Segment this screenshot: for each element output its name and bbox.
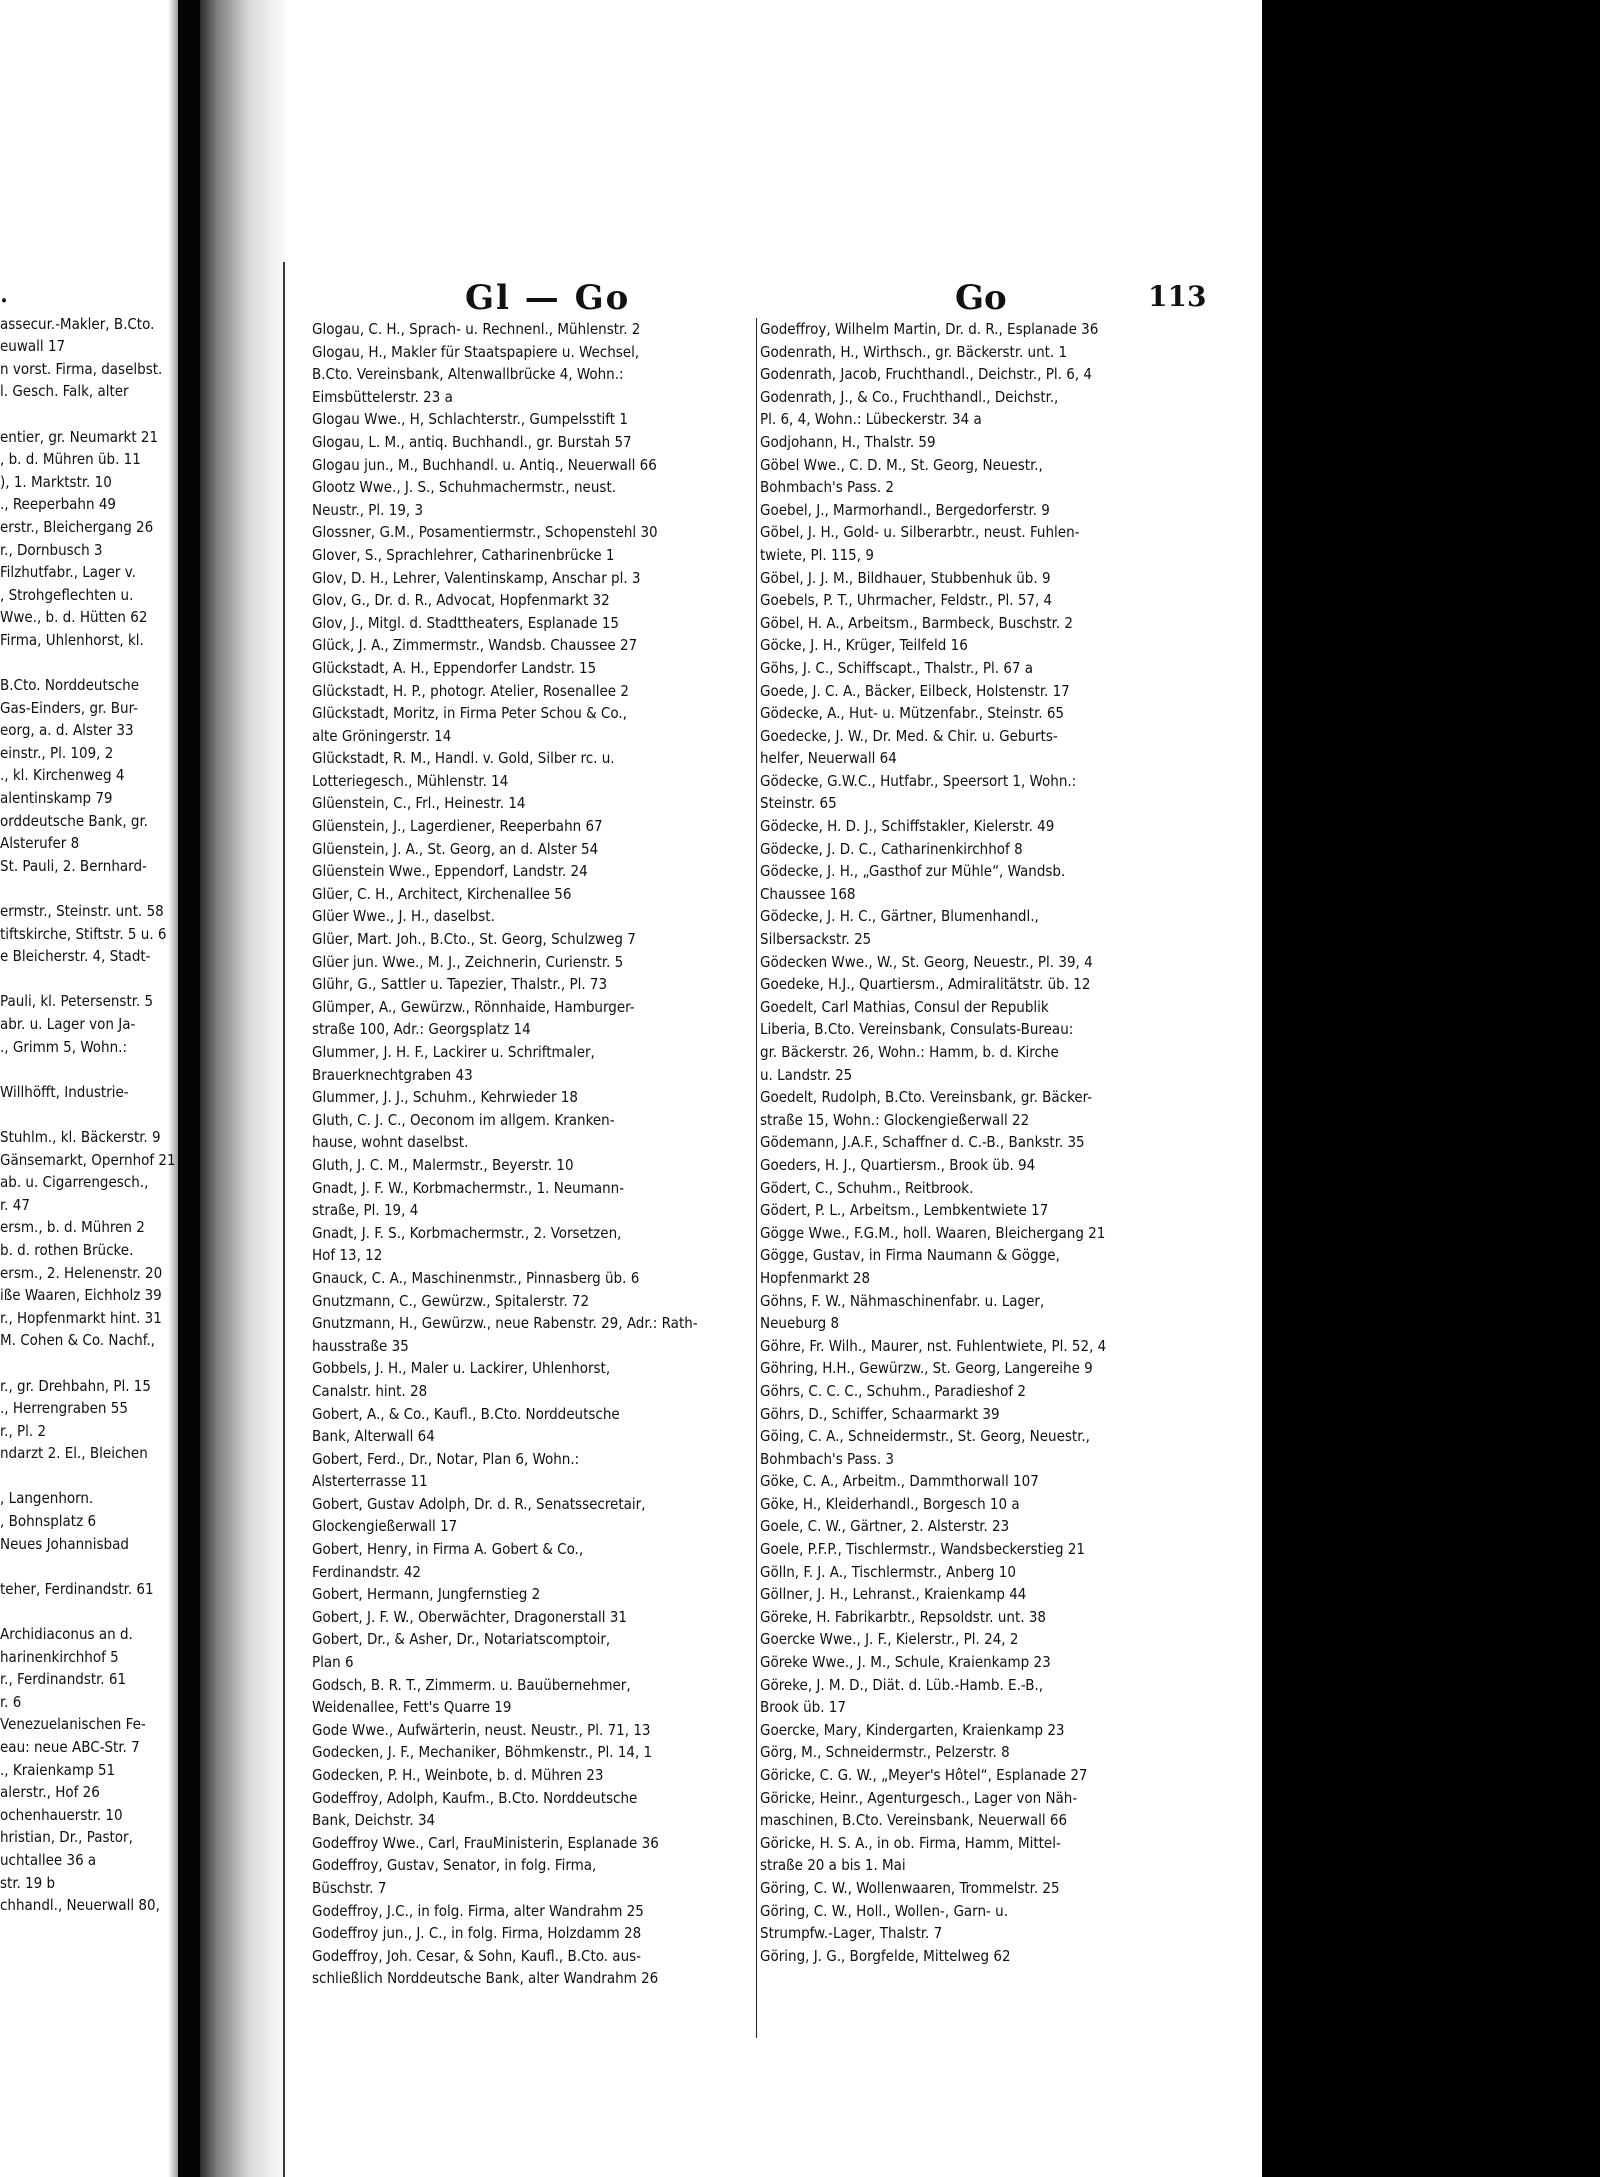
fragment-line: tiftskirche, Stiftstr. 5 u. 6: [0, 924, 167, 943]
fragment-line: [0, 1600, 200, 1623]
directory-entry-line: Göricke, H. S. A., in ob. Firma, Hamm, Mittel-: [760, 1833, 1061, 1852]
directory-entry-line: Strumpfw.-Lager, Thalstr. 7: [760, 1924, 943, 1943]
fragment-line: [0, 1465, 200, 1488]
directory-entry-line: Gödecke, A., Hut- u. Mützenfabr., Steinstr. 65: [760, 704, 1064, 723]
directory-entry-line: Glogau, L. M., antiq. Buchhandl., gr. Burstah 57: [312, 432, 632, 451]
directory-entry-line: Glogau, C. H., Sprach- u. Rechnenl., Mühlenstr. 2: [312, 320, 641, 338]
directory-entry-line: straße 100, Adr.: Georgsplatz 14: [312, 1020, 531, 1039]
directory-entry-line: Glov, D. H., Lehrer, Valentinskamp, Anschar pl. 3: [312, 568, 641, 587]
directory-entry-line: Silbersackstr. 25: [760, 930, 872, 949]
directory-entry-line: Glossner, G.M., Posamentiermstr., Schopenstehl 30: [312, 523, 658, 542]
fragment-line: harinenkirchhof 5: [0, 1647, 119, 1666]
directory-entry-line: Gobert, Henry, in Firma A. Gobert & Co.,: [312, 1540, 584, 1559]
fragment-line: [0, 1555, 200, 1578]
fragment-line: ., Grimm 5, Wohn.:: [0, 1037, 128, 1056]
directory-entry-line: Godenrath, H., Wirthsch., gr. Bäckerstr. unt. 1: [760, 342, 1068, 361]
directory-entry-line: Göricke, C. G. W., „Meyer's Hôtel“, Esplanade 27: [760, 1766, 1088, 1784]
directory-entry-line: Büschstr. 7: [312, 1878, 387, 1897]
directory-entry-line: twiete, Pl. 115, 9: [760, 545, 874, 564]
directory-entry-line: Glüer, Mart. Joh., B.Cto., St. Georg, Schulzweg 7: [312, 930, 636, 949]
fragment-line: eorg, a. d. Alster 33: [0, 721, 134, 740]
directory-entry-line: straße, Pl. 19, 4: [312, 1201, 419, 1220]
fragment-line: r., Hopfenmarkt hint. 31: [0, 1308, 162, 1327]
directory-entry-line: Godecken, J. F., Mechaniker, Böhmkenstr., Pl. 14, 1: [312, 1743, 653, 1762]
directory-entry-line: Gobert, Hermann, Jungfernstieg 2: [312, 1585, 541, 1604]
directory-entry-line: Godsch, B. R. T., Zimmerm. u. Bauübernehmer,: [312, 1675, 631, 1694]
directory-entry-line: Plan 6: [312, 1653, 354, 1672]
directory-entry-line: Glückstadt, Moritz, in Firma Peter Schou & Co.,: [312, 704, 627, 723]
fragment-line: ., Kraienkamp 51: [0, 1760, 116, 1779]
directory-entry-line: Goele, C. W., Gärtner, 2. Alsterstr. 23: [760, 1517, 1010, 1536]
directory-entry-line: Glückstadt, H. P., photogr. Atelier, Rosenallee 2: [312, 681, 629, 700]
fragment-line: Venezuelanischen Fe-: [0, 1715, 146, 1734]
fragment-line: Gänsemarkt, Opernhof 21: [0, 1150, 176, 1169]
directory-entry-line: Gödecken Wwe., W., St. Georg, Neuestr., Pl. 39, 4: [760, 952, 1093, 971]
directory-entry-line: Hopfenmarkt 28: [760, 1268, 871, 1287]
directory-entry-line: Goeders, H. J., Quartiersm., Brook üb. 94: [760, 1155, 1036, 1174]
directory-entry-line: Glüenstein, C., Frl., Heinestr. 14: [312, 794, 526, 813]
fragment-line: b. d. rothen Brücke.: [0, 1240, 134, 1259]
directory-entry-line: Göreke Wwe., J. M., Schule, Kraienkamp 23: [760, 1653, 1051, 1672]
directory-entry-line: Gobbels, J. H., Maler u. Lackirer, Uhlenhorst,: [312, 1359, 611, 1378]
directory-entry-line: Goebel, J., Marmorhandl., Bergedorferstr. 9: [760, 500, 1050, 519]
directory-entry-line: Bohmbach's Pass. 3: [760, 1449, 894, 1468]
fragment-line: r., gr. Drehbahn, Pl. 15: [0, 1376, 151, 1395]
directory-entry-line: Goedecke, J. W., Dr. Med. & Chir. u. Geburts-: [760, 726, 1058, 745]
directory-entry-line: Bank, Deichstr. 34: [312, 1811, 436, 1830]
directory-entry-line: Glover, S., Sprachlehrer, Catharinenbrücke 1: [312, 545, 615, 564]
directory-entry-line: Pl. 6, 4, Wohn.: Lübeckerstr. 34 a: [760, 410, 982, 429]
directory-entry-line: Gödecke, H. D. J., Schiffstakler, Kielerstr. 49: [760, 817, 1055, 836]
fragment-line: ersm., 2. Helenenstr. 20: [0, 1263, 163, 1282]
directory-entry-line: Glüenstein Wwe., Eppendorf, Landstr. 24: [312, 862, 588, 881]
fragment-line: iße Waaren, Eichholz 39: [0, 1286, 162, 1305]
fragment-line: ab. u. Cigarrengesch.,: [0, 1173, 149, 1192]
fragment-line: Neues Johannisbad: [0, 1534, 129, 1553]
directory-entry-line: Gobert, A., & Co., Kaufl., B.Cto. Norddeutsche: [312, 1404, 620, 1423]
fragment-line: r., Ferdinandstr. 61: [0, 1670, 127, 1689]
fragment-line: euwall 17: [0, 337, 66, 356]
fragment-line: entier, gr. Neumarkt 21: [0, 427, 159, 446]
directory-entry-line: Gobert, J. F. W., Oberwächter, Dragonerstall 31: [312, 1607, 627, 1626]
directory-entry-line: Alsterterrasse 11: [312, 1472, 428, 1491]
directory-entry-line: Liberia, B.Cto. Vereinsbank, Consulats-Bureau:: [760, 1020, 1074, 1039]
directory-entry-line: Göring, C. W., Holl., Wollen-, Garn- u.: [760, 1901, 1009, 1920]
directory-entry-line: Gobert, Ferd., Dr., Notar, Plan 6, Wohn.:: [312, 1449, 580, 1468]
fragment-line: str. 19 b: [0, 1873, 56, 1892]
directory-entry-line: B.Cto. Vereinsbank, Altenwallbrücke 4, Wohn.:: [312, 365, 624, 384]
running-head-left: Gl — Go: [465, 278, 631, 318]
directory-entry-line: Görg, M., Schneidermstr., Pelzerstr. 8: [760, 1743, 1010, 1762]
fragment-line: alentinskamp 79: [0, 789, 113, 808]
directory-entry-line: Hof 13, 12: [312, 1246, 383, 1265]
directory-entry-line: Göhre, Fr. Wilh., Maurer, nst. Fuhlentwiete, Pl. 52, 4: [760, 1336, 1107, 1355]
directory-entry-line: hausstraße 35: [312, 1336, 409, 1355]
directory-entry-line: Gödecke, J. H., „Gasthof zur Mühle“, Wandsb.: [760, 862, 1066, 881]
left-page-fragment: [0, 290, 200, 1917]
column-divider: [756, 318, 757, 2038]
directory-entry-line: Gnutzmann, C., Gewürzw., Spitalerstr. 72: [312, 1291, 590, 1310]
fragment-line: abr. u. Lager von Ja-: [0, 1015, 136, 1033]
directory-entry-line: Gnutzmann, H., Gewürzw., neue Rabenstr. 29, Adr.: Rath-: [312, 1314, 698, 1333]
directory-entry-line: straße 20 a bis 1. Mai: [760, 1856, 906, 1875]
fragment-line: Alsterufer 8: [0, 834, 80, 853]
fragment-line: Willhöfft, Industrie-: [0, 1082, 129, 1101]
fragment-line: teher, Ferdinandstr. 61: [0, 1579, 154, 1598]
directory-entry-line: Glov, G., Dr. d. R., Advocat, Hopfenmarkt 32: [312, 591, 610, 610]
fragment-line: ochenhauerstr. 10: [0, 1805, 123, 1824]
directory-entry-line: Gödecke, G.W.C., Hutfabr., Speersort 1, Wohn.:: [760, 771, 1077, 790]
fragment-line: ermstr., Steinstr. unt. 58: [0, 902, 164, 921]
directory-entry-line: Göring, C. W., Wollenwaaren, Trommelstr. 25: [760, 1878, 1060, 1897]
directory-entry-line: Godjohann, H., Thalstr. 59: [760, 432, 936, 451]
directory-entry-line: Gode Wwe., Aufwärterin, neust. Neustr., Pl. 71, 13: [312, 1720, 651, 1739]
directory-column-2: [760, 318, 1200, 1967]
directory-entry-line: straße 15, Wohn.: Glockengießerwall 22: [760, 1110, 1030, 1129]
directory-entry-line: schließlich Norddeutsche Bank, alter Wandrahm 26: [312, 1969, 659, 1988]
directory-entry-line: Göke, H., Kleiderhandl., Borgesch 10 a: [760, 1494, 1020, 1513]
directory-entry-line: Gödert, P. L., Arbeitsm., Lembkentwiete 17: [760, 1201, 1049, 1220]
directory-entry-line: Gögge Wwe., F.G.M., holl. Waaren, Bleichergang 21: [760, 1223, 1106, 1242]
directory-entry-line: Godeffroy, Gustav, Senator, in folg. Firma,: [312, 1856, 597, 1875]
directory-entry-line: Glootz Wwe., J. S., Schuhmachermstr., neust.: [312, 478, 617, 497]
fragment-line: , Strohgeflechten u.: [0, 585, 134, 604]
directory-entry-line: Göhring, H.H., Gewürzw., St. Georg, Langereihe 9: [760, 1359, 1093, 1378]
fragment-line: r. 47: [0, 1195, 30, 1214]
directory-entry-line: Glogau jun., M., Buchhandl. u. Antiq., Neuerwall 66: [312, 455, 657, 474]
fragment-line: [0, 1352, 200, 1375]
fragment-line: ., kl. Kirchenweg 4: [0, 766, 125, 785]
fragment-line: M. Cohen & Co. Nachf.,: [0, 1331, 155, 1350]
fragment-line: hristian, Dr., Pastor,: [0, 1828, 133, 1847]
directory-entry-line: Steinstr. 65: [760, 794, 837, 813]
directory-entry-line: Godeffroy, Joh. Cesar, & Sohn, Kaufl., B.Cto. aus-: [312, 1946, 642, 1965]
directory-entry-line: Goedelt, Rudolph, B.Cto. Vereinsbank, gr. Bäcker-: [760, 1088, 1093, 1107]
directory-entry-line: Gnauck, C. A., Maschinenmstr., Pinnasberg üb. 6: [312, 1268, 640, 1287]
fragment-line: [0, 877, 200, 900]
fragment-line: [0, 1103, 200, 1126]
directory-entry-line: Weidenallee, Fett's Quarre 19: [312, 1698, 512, 1717]
directory-entry-line: Brauerknechtgraben 43: [312, 1065, 473, 1084]
fragment-line: Filzhutfabr., Lager v.: [0, 563, 136, 582]
directory-entry-line: Glüer jun. Wwe., M. J., Zeichnerin, Curienstr. 5: [312, 952, 624, 971]
directory-entry-line: Lotteriegesch., Mühlenstr. 14: [312, 771, 509, 790]
directory-entry-line: Glogau, H., Makler für Staatspapiere u. Wechsel,: [312, 342, 640, 361]
directory-entry-line: Göcke, J. H., Krüger, Teilfeld 16: [760, 636, 968, 655]
directory-entry-line: Gögge, Gustav, in Firma Naumann & Gögge,: [760, 1246, 1060, 1265]
fragment-line: Gas-Einders, gr. Bur-: [0, 698, 139, 717]
directory-entry-line: helfer, Neuerwall 64: [760, 749, 897, 768]
fragment-line: [0, 968, 200, 991]
directory-entry-line: Göbel, H. A., Arbeitsm., Barmbeck, Buschstr. 2: [760, 613, 1073, 632]
directory-entry-line: Göhs, J. C., Schiffscapt., Thalstr., Pl. 67 a: [760, 658, 1034, 677]
fragment-line: Wwe., b. d. Hütten 62: [0, 608, 148, 627]
directory-entry-line: Göhns, F. W., Nähmaschinenfabr. u. Lager,: [760, 1291, 1045, 1310]
fragment-line: Firma, Uhlenhorst, kl.: [0, 630, 144, 649]
directory-entry-line: Neustr., Pl. 19, 3: [312, 500, 424, 519]
directory-entry-line: Neueburg 8: [760, 1314, 840, 1333]
fragment-line: •: [0, 292, 8, 310]
directory-entry-line: Canalstr. hint. 28: [312, 1381, 428, 1400]
directory-entry-line: Godeffroy, Adolph, Kaufm., B.Cto. Norddeutsche: [312, 1788, 638, 1807]
directory-entry-line: Gödecke, J. D. C., Catharinenkirchhof 8: [760, 839, 1023, 858]
directory-entry-line: Gödert, C., Schuhm., Reitbrook.: [760, 1178, 974, 1197]
fragment-line: r. 6: [0, 1692, 22, 1711]
directory-entry-line: Godeffroy jun., J. C., in folg. Firma, Holzdamm 28: [312, 1924, 642, 1943]
fragment-line: assecur.-Makler, B.Cto.: [0, 314, 155, 333]
directory-entry-line: Göllner, J. H., Lehranst., Kraienkamp 44: [760, 1585, 1027, 1604]
gutter-shadow: [200, 0, 290, 2177]
fragment-line: Stuhlm., kl. Bäckerstr. 9: [0, 1127, 161, 1146]
directory-entry-line: Gödemann, J.A.F., Schaffner d. C.-B., Bankstr. 35: [760, 1133, 1085, 1152]
fragment-line: B.Cto. Norddeutsche: [0, 676, 140, 695]
fragment-line: e Bleicherstr. 4, Stadt-: [0, 947, 151, 966]
fragment-line: ndarzt 2. El., Bleichen: [0, 1444, 148, 1463]
directory-entry-line: alte Gröningerstr. 14: [312, 726, 452, 745]
fragment-line: Pauli, kl. Petersenstr. 5: [0, 992, 154, 1011]
directory-entry-line: Glühr, G., Sattler u. Tapezier, Thalstr., Pl. 73: [312, 975, 608, 994]
fragment-line: uchtallee 36 a: [0, 1850, 97, 1869]
directory-entry-line: Goede, J. C. A., Bäcker, Eilbeck, Holstenstr. 17: [760, 681, 1070, 700]
fragment-line: , b. d. Mühren üb. 11: [0, 450, 141, 469]
fragment-line: St. Pauli, 2. Bernhard-: [0, 856, 147, 875]
directory-entry-line: Goele, P.F.P., Tischlermstr., Wandsbeckerstieg 21: [760, 1540, 1086, 1559]
fragment-line: r., Pl. 2: [0, 1421, 47, 1440]
directory-entry-line: Godeffroy Wwe., Carl, FrauMinisterin, Esplanade 36: [312, 1833, 659, 1852]
directory-entry-line: maschinen, B.Cto. Vereinsbank, Neuerwall 66: [760, 1811, 1068, 1830]
directory-entry-line: Göricke, Heinr., Agenturgesch., Lager von Näh-: [760, 1788, 1078, 1807]
directory-entry-line: Glogau Wwe., H, Schlachterstr., Gumpelsstift 1: [312, 410, 628, 429]
directory-entry-line: Ferdinandstr. 42: [312, 1562, 422, 1581]
directory-entry-line: Gluth, J. C. M., Malermstr., Beyerstr. 10: [312, 1155, 574, 1174]
fragment-line: n vorst. Firma, daselbst.: [0, 359, 163, 378]
directory-entry-line: Eimsbüttelerstr. 23 a: [312, 387, 453, 406]
directory-entry-line: Chaussee 168: [760, 884, 856, 903]
fragment-line: [0, 1058, 200, 1081]
directory-entry-line: Gluth, C. J. C., Oeconom im allgem. Kranken-: [312, 1110, 615, 1129]
directory-entry-line: Godecken, P. H., Weinbote, b. d. Mühren 23: [312, 1766, 604, 1784]
fragment-line: alerstr., Hof 26: [0, 1783, 100, 1802]
directory-entry-line: Goedelt, Carl Mathias, Consul der Republik: [760, 997, 1049, 1016]
directory-entry-line: Goercke Wwe., J. F., Kielerstr., Pl. 24, 2: [760, 1630, 1019, 1649]
fragment-line: ., Herrengraben 55: [0, 1399, 128, 1418]
directory-entry-line: Göbel, J. H., Gold- u. Silberarbtr., neust. Fuhlen-: [760, 523, 1080, 542]
directory-entry-line: Glockengießerwall 17: [312, 1517, 458, 1536]
directory-entry-line: Göbel, J. J. M., Bildhauer, Stubbenhuk üb. 9: [760, 568, 1051, 587]
directory-entry-line: Godeffroy, Wilhelm Martin, Dr. d. R., Esplanade 36: [760, 320, 1099, 338]
page-number: 113: [1148, 280, 1207, 313]
directory-entry-line: Glümper, A., Gewürzw., Rönnhaide, Hamburger-: [312, 997, 635, 1016]
directory-entry-line: Göreke, H. Fabrikarbtr., Repsoldstr. unt. 38: [760, 1607, 1046, 1626]
directory-entry-line: Göhrs, D., Schiffer, Schaarmarkt 39: [760, 1404, 1000, 1423]
directory-entry-line: Glüer Wwe., J. H., daselbst.: [312, 907, 495, 926]
directory-entry-line: Goercke, Mary, Kindergarten, Kraienkamp 23: [760, 1720, 1065, 1739]
scan-background: [1262, 0, 1600, 2177]
fragment-line: ersm., b. d. Mühren 2: [0, 1218, 145, 1237]
fragment-line: eau: neue ABC-Str. 7: [0, 1738, 140, 1756]
directory-column-1: [312, 318, 752, 1990]
directory-entry-line: Goedeke, H.J., Quartiersm., Admiralitätstr. üb. 12: [760, 975, 1091, 994]
directory-entry-line: Göing, C. A., Schneidermstr., St. Georg, Neuestr.,: [760, 1427, 1090, 1446]
fragment-line: [0, 652, 200, 675]
directory-entry-line: Göke, C. A., Arbeitm., Dammthorwall 107: [760, 1472, 1039, 1491]
directory-entry-line: Glüer, C. H., Architect, Kirchenallee 56: [312, 884, 572, 903]
directory-entry-line: Göring, J. G., Borgfelde, Mittelweg 62: [760, 1946, 1011, 1965]
directory-entry-line: Bank, Alterwall 64: [312, 1427, 435, 1446]
directory-entry-line: Gobert, Gustav Adolph, Dr. d. R., Senatssecretair,: [312, 1494, 646, 1513]
directory-entry-line: Glückstadt, A. H., Eppendorfer Landstr. 15: [312, 658, 597, 677]
running-head-right: Go: [955, 278, 1007, 318]
directory-entry-line: Goebels, P. T., Uhrmacher, Feldstr., Pl. 57, 4: [760, 591, 1053, 610]
directory-entry-line: Bohmbach's Pass. 2: [760, 478, 894, 497]
directory-entry-line: Glüenstein, J., Lagerdiener, Reeperbahn 67: [312, 817, 603, 836]
directory-entry-line: Gobert, Dr., & Asher, Dr., Notariatscomptoir,: [312, 1630, 611, 1649]
fragment-line: l. Gesch. Falk, alter: [0, 382, 129, 401]
directory-entry-line: Godeffroy, J.C., in folg. Firma, alter Wandrahm 25: [312, 1901, 644, 1920]
directory-entry-line: gr. Bäckerstr. 26, Wohn.: Hamm, b. d. Kirche: [760, 1043, 1059, 1061]
directory-entry-line: Glummer, J. H. F., Lackirer u. Schriftmaler,: [312, 1043, 595, 1061]
directory-entry-line: hause, wohnt daselbst.: [312, 1133, 469, 1152]
directory-entry-line: Glov, J., Mitgl. d. Stadttheaters, Esplanade 15: [312, 613, 619, 632]
directory-entry-line: Gnadt, J. F. W., Korbmachermstr., 1. Neumann-: [312, 1178, 625, 1197]
directory-entry-line: Glummer, J. J., Schuhm., Kehrwieder 18: [312, 1088, 578, 1107]
directory-entry-line: u. Landstr. 25: [760, 1065, 853, 1084]
fragment-line: , Bohnsplatz 6: [0, 1512, 97, 1531]
directory-entry-line: Göhrs, C. C. C., Schuhm., Paradieshof 2: [760, 1381, 1026, 1400]
fragment-line: erstr., Bleichergang 26: [0, 517, 154, 536]
fragment-line: ), 1. Marktstr. 10: [0, 472, 112, 491]
fragment-line: chhandl., Neuerwall 80,: [0, 1896, 160, 1915]
fragment-line: orddeutsche Bank, gr.: [0, 811, 148, 830]
fragment-line: einstr., Pl. 109, 2: [0, 743, 114, 762]
fragment-line: Archidiaconus an d.: [0, 1625, 133, 1644]
directory-entry-line: Gödecke, J. H. C., Gärtner, Blumenhandl.,: [760, 907, 1039, 926]
fragment-line: ., Reeperbahn 49: [0, 495, 116, 514]
directory-entry-line: Gölln, F. J. A., Tischlermstr., Anberg 10: [760, 1562, 1016, 1581]
directory-entry-line: Gnadt, J. F. S., Korbmachermstr., 2. Vorsetzen,: [312, 1223, 622, 1242]
directory-entry-line: Godenrath, Jacob, Fruchthandl., Deichstr., Pl. 6, 4: [760, 365, 1092, 384]
fragment-line: r., Dornbusch 3: [0, 540, 103, 559]
directory-entry-line: Godenrath, J., & Co., Fruchthandl., Deichstr.,: [760, 387, 1059, 406]
directory-entry-line: Brook üb. 17: [760, 1698, 846, 1717]
fragment-line: , Langenhorn.: [0, 1489, 94, 1508]
directory-entry-line: Glück, J. A., Zimmermstr., Wandsb. Chaussee 27: [312, 636, 638, 655]
directory-entry-line: Glückstadt, R. M., Handl. v. Gold, Silber rc. u.: [312, 749, 615, 768]
fragment-line: [0, 403, 200, 426]
directory-entry-line: Glüenstein, J. A., St. Georg, an d. Alster 54: [312, 839, 599, 858]
directory-entry-line: Göreke, J. M. D., Diät. d. Lüb.-Hamb. E.-B.,: [760, 1675, 1044, 1694]
directory-entry-line: Göbel Wwe., C. D. M., St. Georg, Neuestr.,: [760, 455, 1043, 474]
